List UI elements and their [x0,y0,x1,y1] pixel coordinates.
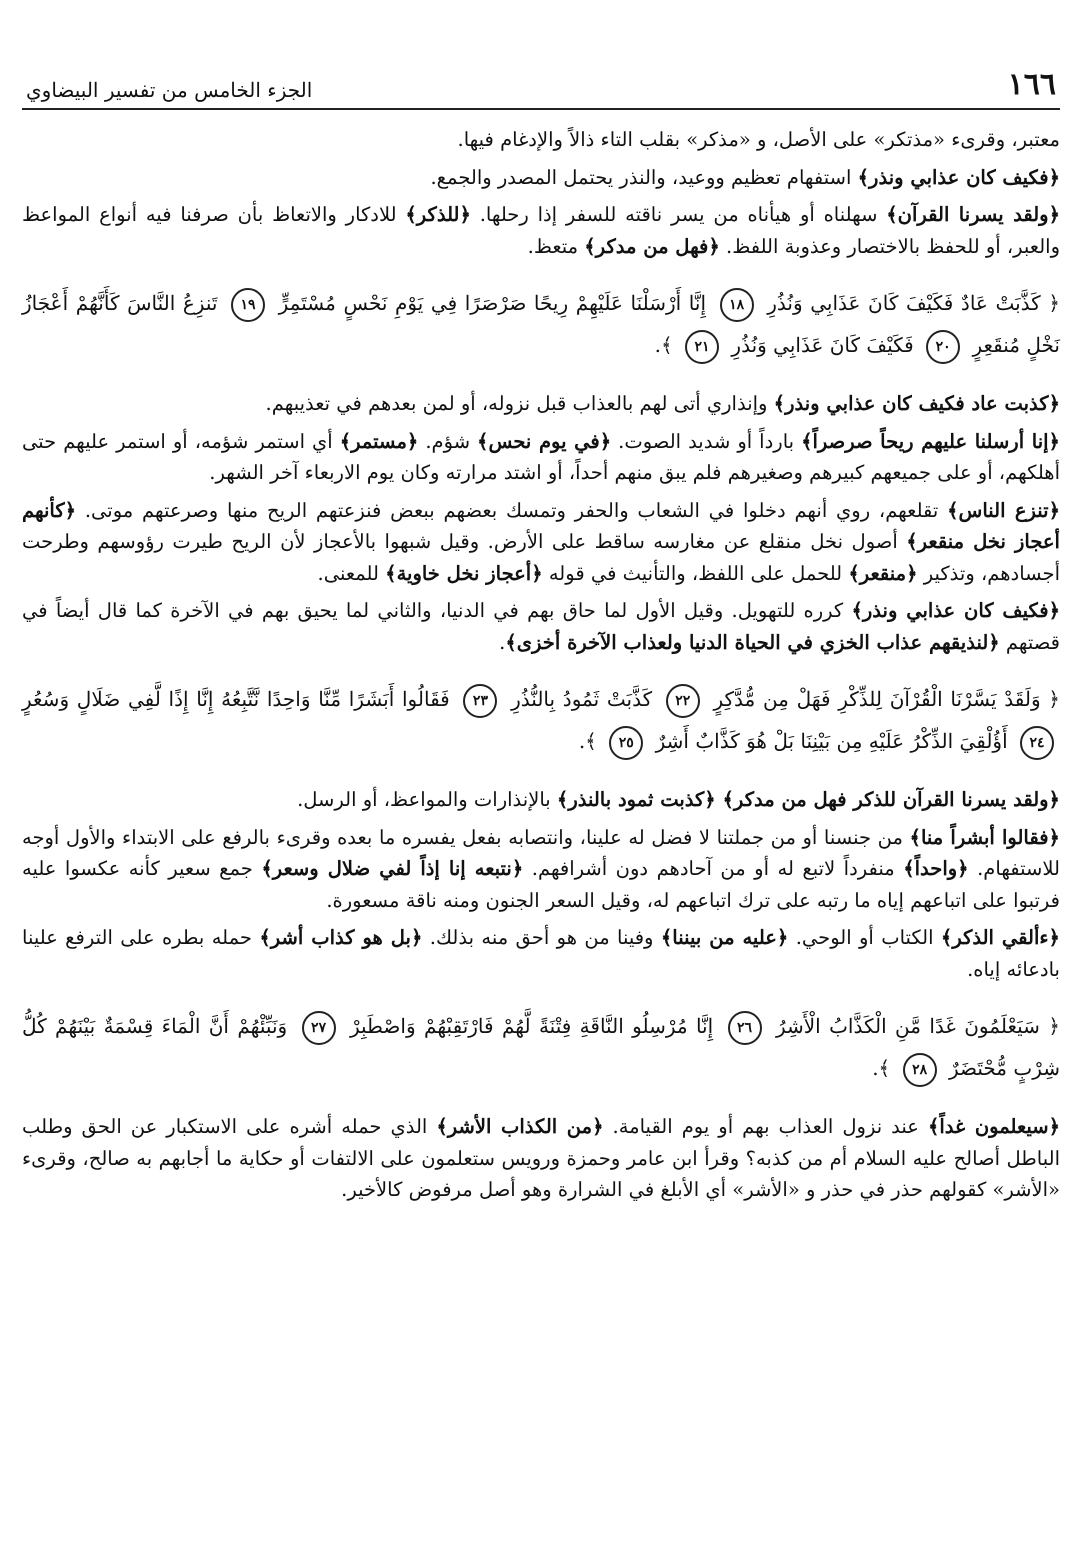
quoted-verse: ﴿لنذيقهم عذاب الخزي في الحياة الدنيا ولعذاب الآخرة أخزى﴾ [505,630,1000,654]
text-run: عند نزول العذاب بهم أو يوم القيامة. [603,1115,928,1138]
ayah-number: ٢١ [685,330,719,364]
commentary-paragraph [22,495,1060,590]
quoted-verse: ﴿أعجاز نخل خاوية﴾ [385,561,543,585]
quoted-verse: ﴿من الكذاب الأشر﴾ [436,1115,604,1138]
quoted-verse: ﴿بل هو كذاب أشر﴾ [259,926,423,949]
quoted-verse: ﴿سيعلمون غداً﴾ [927,1115,1061,1138]
quoted-verse: ﴿كأنهم أعجاز نخل منقعر﴾ [22,498,1060,553]
text-run: تَنزِعُ النَّاسَ كَأَنَّهُمْ أَعْجَازُ نَخْلٍ مُنقَعِرٍ [22,291,1060,357]
quoted-verse: ﴿عليه من بيننا﴾ [660,926,789,949]
page [22,58,1060,1212]
quoted-verse: ﴿مستمر﴾ [339,429,419,453]
ayah-number: ٢٣ [463,684,497,718]
page-header [22,58,1060,110]
quoted-verse: ﴿في يوم نحس﴾ [477,429,612,453]
text-run: وفينا من هو أحق منه بذلك. [422,926,661,949]
ayah-number: ٢٨ [903,1053,937,1087]
ayah-number: ٢٠ [926,330,960,364]
text-run: الذي حمله أشره على الاستكبار عن الحق وطلب الباطل أصالح عليه السلام أم من كذبه؟ وقرأ ابن عامر وحمزة ورويس ستعلمون على الالتفات أو حكاية ما أجابهم به صالح، وقرىء «الأشر» كقولهم حذر في حذر و «الأشر» أي الأبلغ في الشرارة وهو أصل مرفوض كالأخير. [22,1115,1060,1201]
quoted-verse: ﴿واحداً﴾ [903,857,969,880]
quoted-verse: ﴿ءألقي الذكر﴾ [940,926,1060,949]
commentary-paragraph [22,426,1060,489]
text-run: ﴿ كَذَّبَتْ عَادٌ فَكَيْفَ كَانَ عَذَابِي وَنُذُرِ [759,291,1060,315]
quoted-verse: ﴿كذبت عاد فكيف كان عذابي ونذر﴾ [773,392,1060,415]
text-run: للحمل على اللفظ، والتأنيث في قوله [542,561,849,585]
commentary-paragraph [22,1111,1060,1206]
text-run: للادكار والاتعاظ بأن صرفنا فيه أنواع المواعظ والعبر، أو للحفظ بالاختصار وعذوبة اللفظ. [22,203,1060,258]
text-run: أصول نخل منقلع عن مغارسه ساقط على الأرض. وقيل شبهوا بالأعجاز لأن الريح طيرت رؤوسهم وطرحت أجسادهم، وتذكير [22,530,1060,585]
text-run: إِنَّا أَرْسَلْنَا عَلَيْهِمْ رِيحًا صَرْصَرًا فِي يَوْمِ نَحْسٍ مُسْتَمِرٍّ [271,291,714,315]
text-run: وإنذاري أتى لهم بالعذاب قبل نزوله، أو لمن بعدهم في تعذيبهم. [265,392,774,415]
text-run: ﴾. [578,729,604,753]
text-run: أي استمر شؤمه، أو استمر عليهم حتى أهلكهم، أو على جميعهم كبيرهم وصغيرهم فلم يبق منهم أحداً، أو اشتد مرارته وكان يوم الاربعاء آخر الشهر. [22,429,1060,484]
commentary-paragraph [22,784,1060,816]
text-run: سهلناه أو هيأناه من يسر ناقته للسفر إذا رحلها. [470,203,887,226]
commentary-paragraph [22,922,1060,985]
page-number: ١٦٦ [1007,67,1056,102]
quoted-verse: ﴿فهل من مدكر﴾ [584,234,720,258]
ayah-number: ٢٥ [609,726,643,760]
text-run: جمع سعير كأنه عكسوا عليه فرتبوا على اتباعهم إياه ما رتبه على ترك اتباعهم له، وقيل السعر الجنون ومنه ناقة مسعورة. [22,857,1060,912]
quran-verses [22,1005,1060,1089]
text-run: معتبر، وقرىء «مذتكر» على الأصل، و «مذكر» بقلب التاء ذالاً والإدغام فيها. [457,128,1060,151]
text-run: استفهام تعظيم ووعيد، والنذر يحتمل المصدر والجمع. [430,165,858,189]
text-run: بالإنذارات والمواعظ، أو الرسل. [297,788,557,811]
quran-verses [22,282,1060,366]
ayah-number: ٢٦ [728,1011,762,1045]
commentary-paragraph [22,162,1060,194]
text-run: وَنَبِّئْهُمْ أَنَّ الْمَاءَ قِسْمَةٌ بَيْنَهُمْ كُلُّ شِرْبٍ مُّحْتَضَرٌ [22,1014,1060,1080]
text-run: . [499,630,506,654]
text-run: ﴿ سَيَعْلَمُونَ غَدًا مَّنِ الْكَذَّابُ الْأَشِرُ [767,1014,1060,1038]
commentary-paragraph [22,388,1060,420]
running-title: الجزء الخامس من تفسير البيضاوي [26,78,313,102]
text-run: للمعنى. [317,561,386,585]
quoted-verse: ﴿تنزع الناس﴾ [947,498,1060,522]
ayah-number: ١٨ [720,288,754,322]
text-run: فَكَيْفَ كَانَ عَذَابِي وَنُذُرِ [725,333,921,357]
quran-verses [22,678,1060,762]
text-run: متعظ. [527,234,585,258]
commentary-paragraph [22,124,1060,156]
quoted-verse: ﴿للذكر﴾ [405,203,471,226]
quoted-verse: ﴿فكيف كان عذابي ونذر﴾ [857,165,1060,189]
ayah-number: ٢٢ [666,684,700,718]
text-run: إِنَّا مُرْسِلُو النَّاقَةِ فِتْنَةً لَّهُمْ فَارْتَقِبْهُمْ وَاصْطَبِرْ [341,1014,722,1038]
text-run: أَؤُلْقِيَ الذِّكْرُ عَلَيْهِ مِن بَيْنِنَا بَلْ هُوَ كَذَّابٌ أَشِرٌ [649,729,1014,753]
ayah-number: ٢٧ [302,1011,336,1045]
text-run: فَقَالُوا أَبَشَرًا مِّنَّا وَاحِدًا نَّتَّبِعُهُ إِنَّا إِذًا لَّفِي ضَلَالٍ وَسُعُرٍ [22,687,458,711]
text-run: ﴾. [654,333,680,357]
commentary-paragraph [22,822,1060,917]
commentary-paragraph [22,199,1060,262]
quoted-verse: ﴿منقعر﴾ [848,561,918,585]
text-run: تقلعهم، روي أنهم دخلوا في الشعاب والحفر وتمسك بعضهم ببعض فنزعتهم الريح منها وصرعتهم موتى. [76,498,948,522]
text-run: بارداً أو شديد الصوت. [611,429,802,453]
quoted-verse: ﴿ولقد يسرنا القرآن للذكر فهل من مدكر﴾ ﴿كذبت ثمود بالنذر﴾ [556,788,1060,811]
text-run: كَذَّبَتْ ثَمُودُ بِالنُّذُرِ [503,687,660,711]
quoted-verse: ﴿ولقد يسرنا القرآن﴾ [886,203,1060,226]
commentary-paragraph [22,595,1060,658]
ayah-number: ٢٤ [1020,726,1054,760]
quoted-verse: ﴿فقالوا أبشراً منا﴾ [909,825,1060,849]
ayah-number: ١٩ [231,288,265,322]
text-run: منفرداً لاتبع له أو من آحادهم دون أشرافهم. [523,857,904,880]
text-run: ﴾. [872,1056,897,1080]
text-run: من جنسنا أو من جملتنا لا فضل له علينا، وانتصابه بفعل يفسره ما بعده وقرىء بالرفع على الابتداء والأول أوجه للاستفهام. [22,825,1060,880]
quoted-verse: ﴿نتبعه إنا إذاً لفي ضلال وسعر﴾ [261,857,524,880]
quoted-verse: ﴿إنا أرسلنا عليهم ريحاً صرصراً﴾ [801,429,1060,453]
page-body [22,110,1060,1206]
text-run: حمله بطره على الترفع علينا بادعائه إياه. [22,926,1060,981]
text-run: كرره للتهويل. وقيل الأول لما حاق بهم في الدنيا، والثاني لما يحيق بهم في الآخرة كما قال أيضاً في قصتهم [22,599,1060,654]
text-run: الكتاب أو الوحي. [788,926,941,949]
quoted-verse: ﴿فكيف كان عذابي ونذر﴾ [851,599,1061,622]
text-run: شؤم. [418,429,478,453]
text-run: ﴿ وَلَقَدْ يَسَّرْنَا الْقُرْآنَ لِلذِّكْرِ فَهَلْ مِن مُّدَّكِرٍ [705,687,1061,711]
